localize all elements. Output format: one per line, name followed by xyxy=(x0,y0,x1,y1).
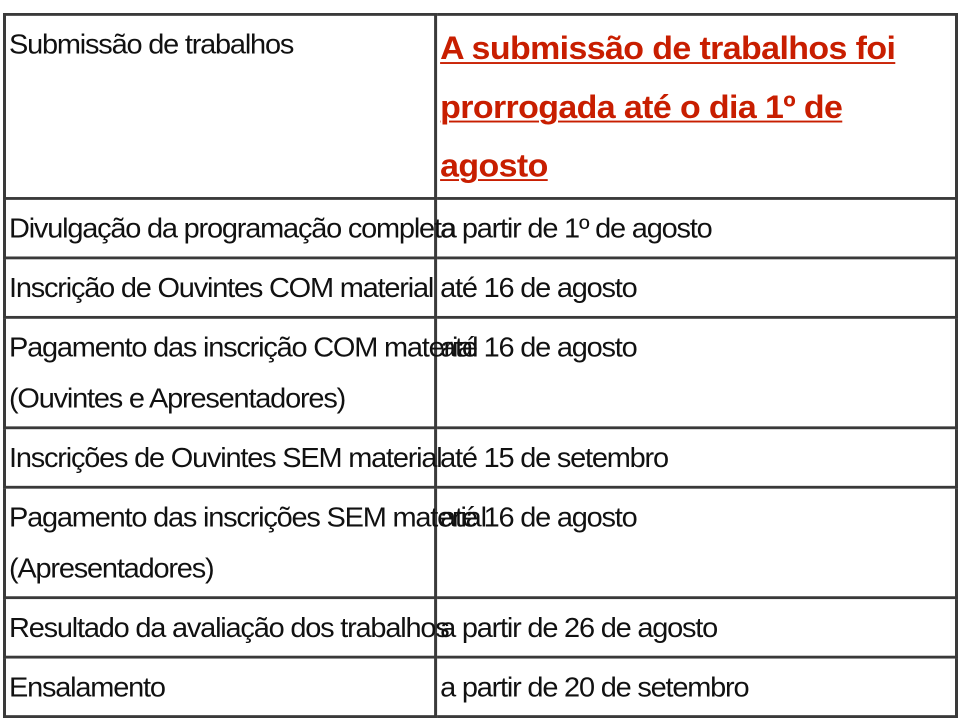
date-cell xyxy=(436,198,957,257)
table-row xyxy=(4,258,956,317)
date-label: até 16 de agosto xyxy=(440,273,637,304)
item-cell xyxy=(4,487,486,597)
item-label: Inscrições de Ouvintes SEM material xyxy=(8,443,442,474)
item-cell xyxy=(4,14,435,198)
date-label: a partir de 20 de setembro xyxy=(440,672,749,703)
table-row xyxy=(4,198,956,257)
date-label: até 16 de agosto xyxy=(440,502,637,534)
table-row xyxy=(4,14,956,198)
table-row xyxy=(4,317,956,427)
schedule-table xyxy=(3,13,958,718)
date-cell xyxy=(436,487,957,597)
date-cell xyxy=(436,428,957,487)
item-cell xyxy=(4,198,456,257)
date-label: até 16 de agosto xyxy=(440,332,637,364)
item-cell xyxy=(4,657,435,716)
date-cell xyxy=(436,657,957,716)
item-cell xyxy=(4,428,442,487)
date-label: a partir de 1º de agosto xyxy=(440,214,712,245)
item-label: Pagamento das inscrição COM material xyxy=(8,332,478,364)
date-label: a partir de 26 de agosto xyxy=(440,613,718,644)
item-label: Inscrição de Ouvintes COM material xyxy=(8,273,434,304)
table-row xyxy=(4,598,956,657)
date-cell xyxy=(436,258,957,317)
item-label-continued: (Apresentadores) xyxy=(8,553,214,584)
table-row xyxy=(4,657,956,716)
date-cell xyxy=(436,14,957,198)
item-label-continued: (Ouvintes e Apresentadores) xyxy=(8,383,346,415)
item-label: Submissão de trabalhos xyxy=(8,29,294,61)
item-cell xyxy=(4,598,449,657)
item-label: Divulgação da programação completa xyxy=(8,214,456,245)
item-label: Pagamento das inscrições SEM material xyxy=(8,502,486,534)
date-cell xyxy=(436,317,957,427)
item-cell xyxy=(4,258,435,317)
deadline-extension-link[interactable]: A submissão de trabalhos foi prorrogada até o dia 1º de agosto xyxy=(440,30,896,184)
item-label: Ensalamento xyxy=(8,672,165,703)
date-label: até 15 de setembro xyxy=(440,443,668,474)
item-cell xyxy=(4,317,478,427)
table-row xyxy=(4,428,956,487)
date-cell xyxy=(436,598,957,657)
table-row xyxy=(4,487,956,597)
item-label: Resultado da avaliação dos trabalhos xyxy=(8,613,449,644)
